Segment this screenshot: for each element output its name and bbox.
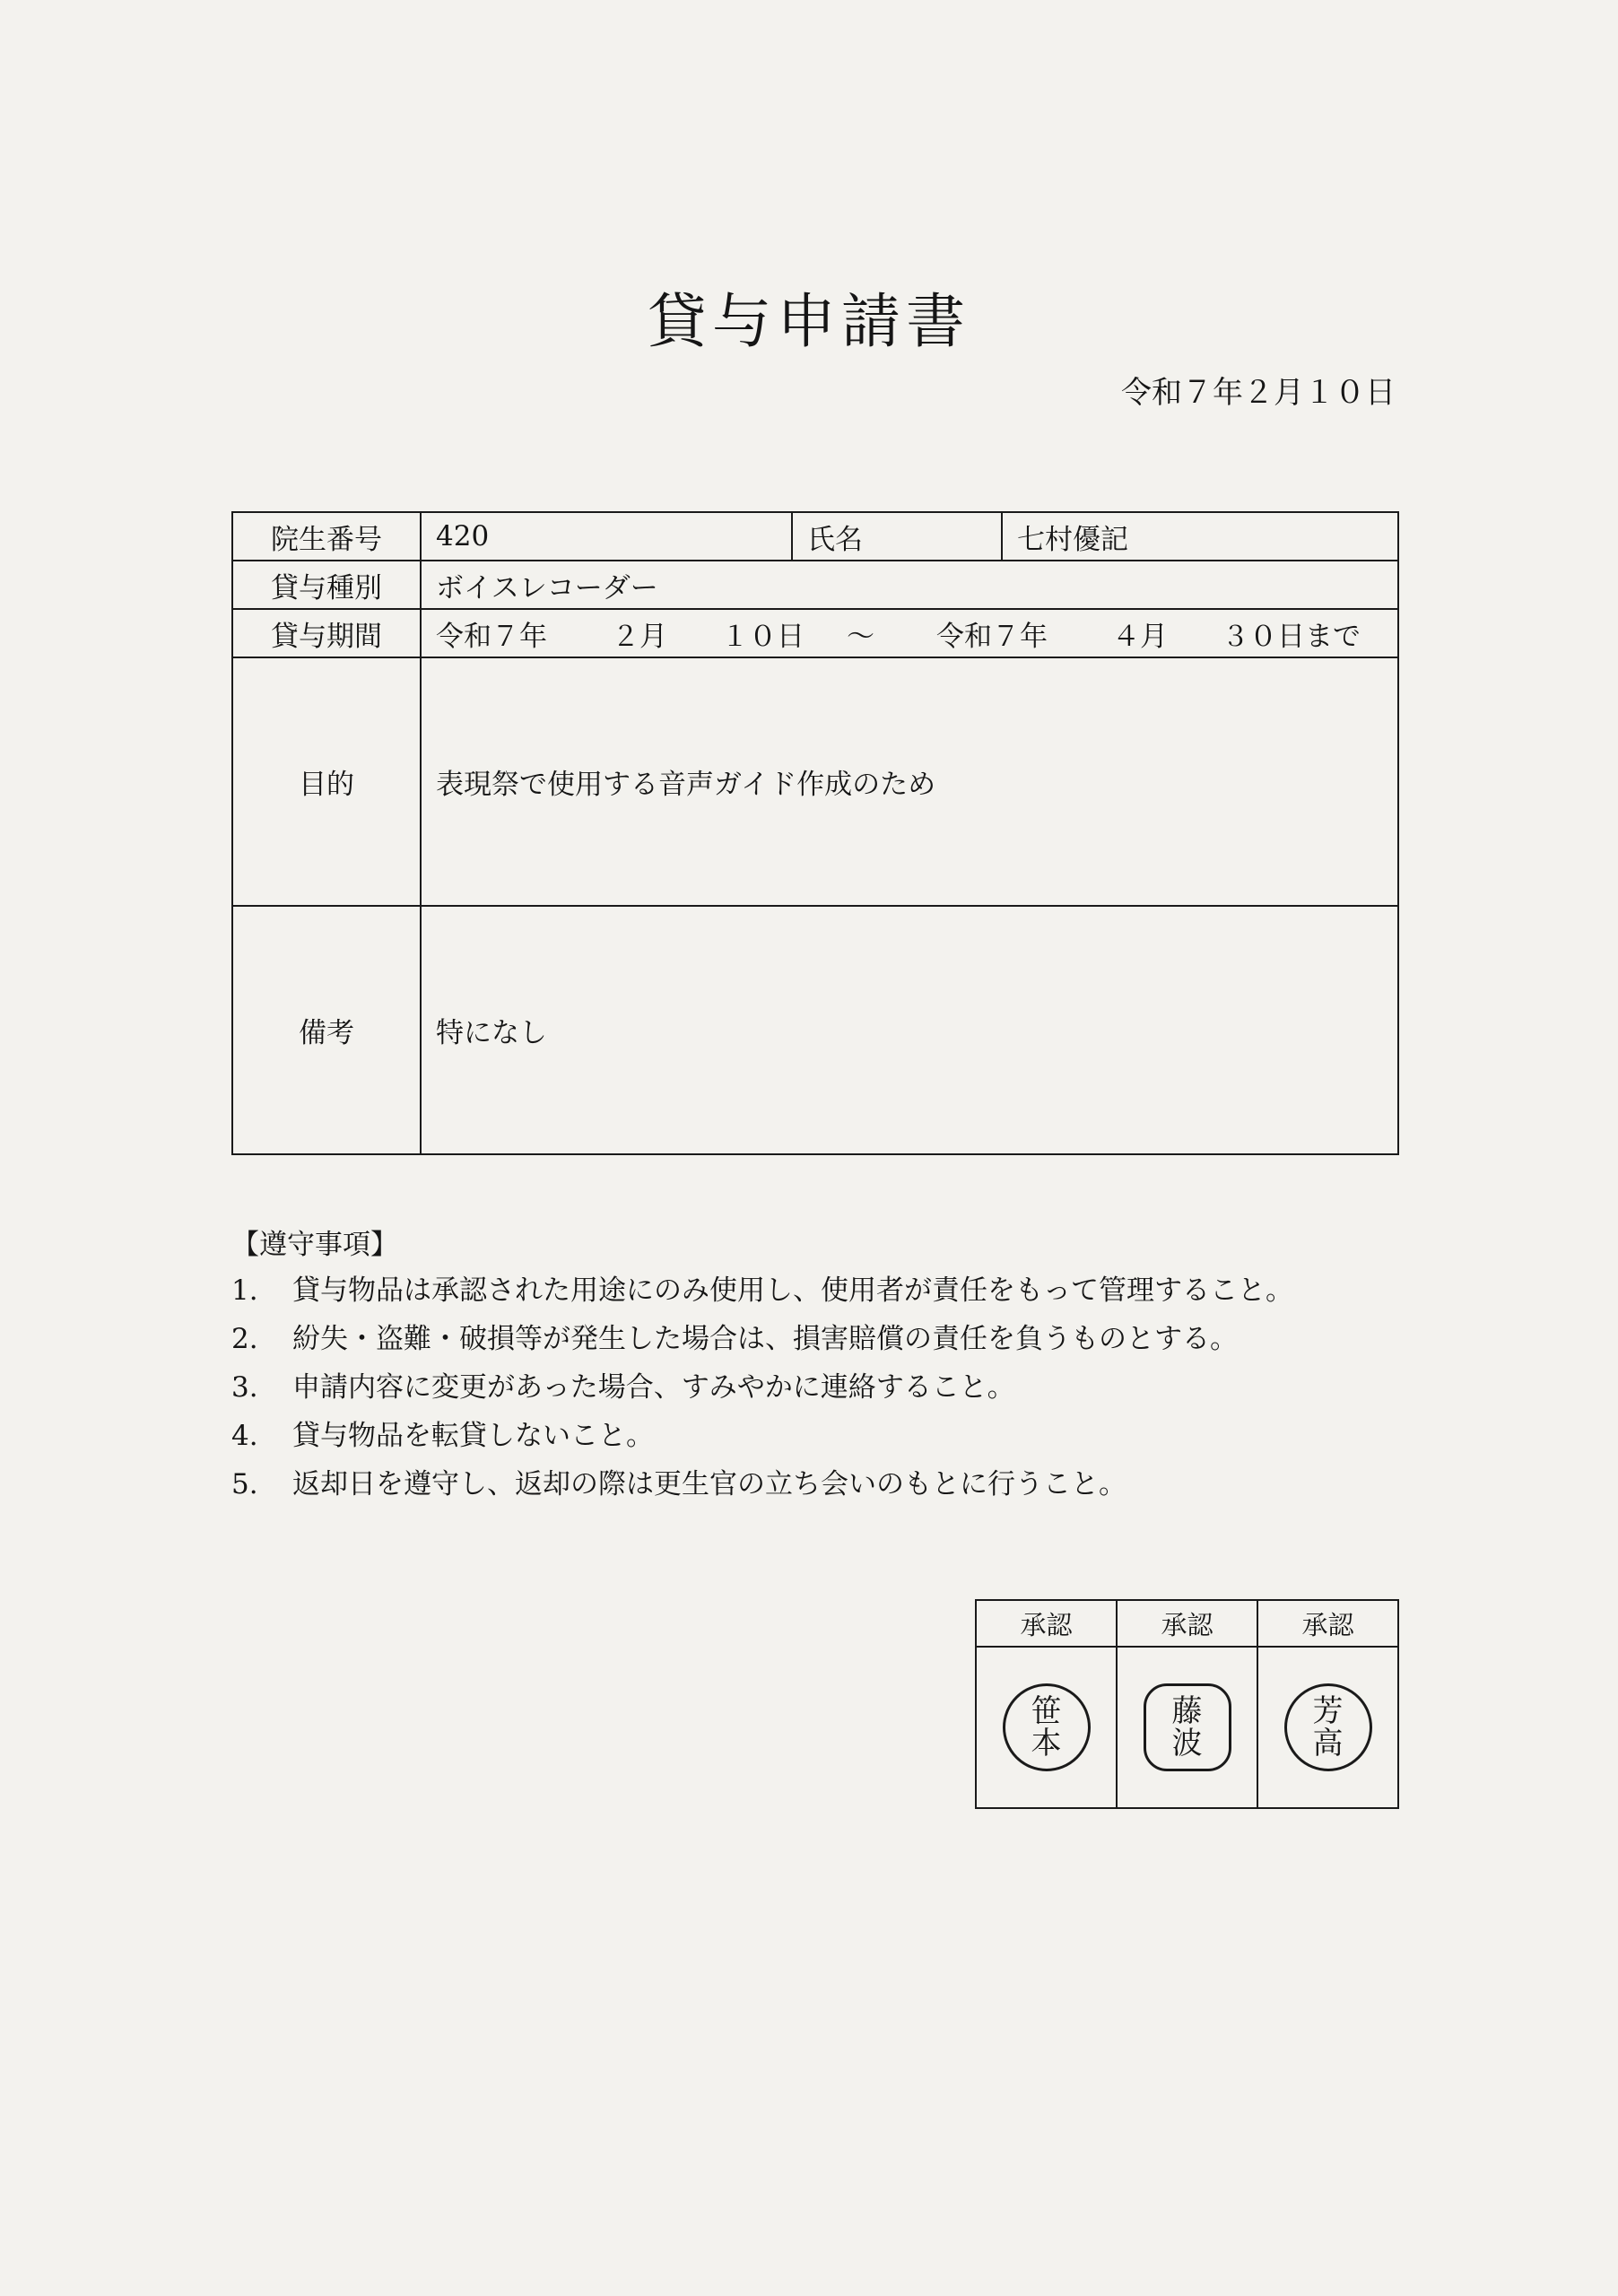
list-item: 1. 貸与物品は承認された用途にのみ使用し、使用者が責任をもって管理すること。 (231, 1274, 1293, 1307)
approval-cell (976, 1647, 1117, 1808)
period-start-day: １０日 (721, 620, 805, 653)
remarks-value: 特になし (421, 906, 1398, 1154)
rules-list (231, 1266, 1415, 1509)
application-form-table (231, 511, 1399, 1155)
seal-stamp: 芳 高 (1284, 1683, 1372, 1771)
application-date: 令和７年２月１０日 (1121, 375, 1396, 411)
purpose-label: 目的 (232, 657, 421, 906)
approval-stamp-table (975, 1599, 1399, 1809)
remarks-label: 備考 (232, 906, 421, 1154)
approval-header: 承認 (976, 1600, 1117, 1647)
rules-heading: 【遵守事項】 (231, 1229, 398, 1261)
loan-period-value (421, 609, 1398, 657)
name-label: 氏名 (792, 512, 1002, 561)
approval-header: 承認 (1257, 1600, 1398, 1647)
period-end-year: 令和７年 (936, 620, 1048, 653)
period-end-day: ３０日まで (1222, 620, 1361, 653)
loan-period-label: 貸与期間 (232, 609, 421, 657)
approval-cell (1257, 1647, 1398, 1808)
seal-stamp: 藤 波 (1144, 1683, 1231, 1771)
list-item: 2. 紛失・盗難・破損等が発生した場合は、損害賠償の責任を負うものとする。 (231, 1323, 1238, 1355)
list-item: 4. 貸与物品を転貸しないこと。 (231, 1420, 654, 1452)
student-number-label: 院生番号 (232, 512, 421, 561)
document-title: 貸与申請書 (648, 287, 970, 356)
approval-cell (1117, 1647, 1257, 1808)
period-end-month: ４月 (1112, 620, 1168, 653)
name-value: 七村優記 (1002, 512, 1398, 561)
seal-stamp: 笹 本 (1003, 1683, 1091, 1771)
period-tilde: ～ (847, 620, 874, 653)
item-type-label: 貸与種別 (232, 561, 421, 609)
approval-header: 承認 (1117, 1600, 1257, 1647)
item-type-value: ボイスレコーダー (421, 561, 1398, 609)
purpose-value: 表現祭で使用する音声ガイド作成のため (421, 657, 1398, 906)
list-item: 5. 返却日を遵守し、返却の際は更生官の立ち会いのもとに行うこと。 (231, 1468, 1127, 1500)
list-item: 3. 申請内容に変更があった場合、すみやかに連絡すること。 (231, 1371, 1015, 1404)
period-start-month: ２月 (612, 620, 667, 653)
student-number-value: 420 (421, 512, 792, 561)
period-start-year: 令和７年 (436, 620, 547, 653)
